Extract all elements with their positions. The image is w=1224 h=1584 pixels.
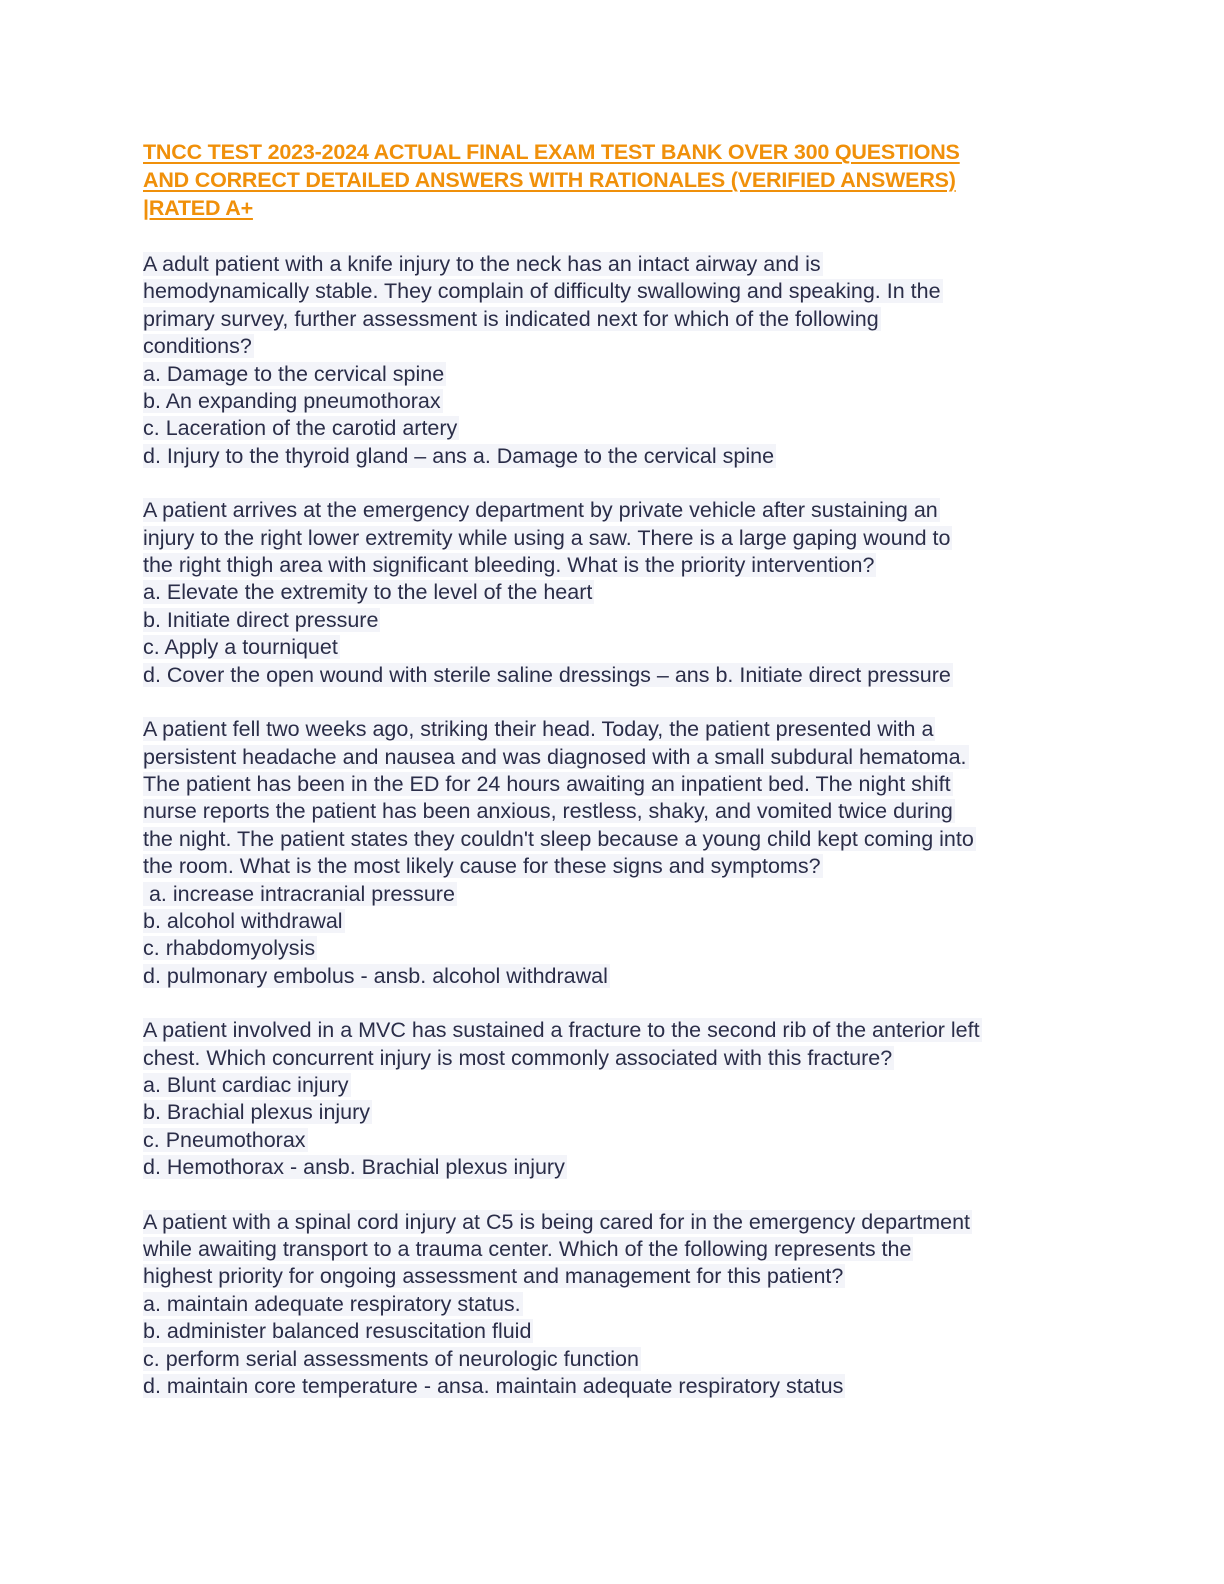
highlighted-text: the room. What is the most likely cause for these signs and symptoms? <box>143 854 821 879</box>
title-line: TNCC TEST 2023-2024 ACTUAL FINAL EXAM TEST BANK OVER 300 QUESTIONS <box>143 140 960 164</box>
question-text-line <box>143 1045 1083 1072</box>
question-block <box>143 716 1083 990</box>
highlighted-text: b. An expanding pneumothorax <box>143 389 441 414</box>
highlighted-text: b. alcohol withdrawal <box>143 908 343 933</box>
answer-option <box>143 1072 1083 1099</box>
highlighted-text: a. increase intracranial pressure <box>143 881 455 906</box>
question-text-line <box>143 251 1083 278</box>
highlighted-text: chest. Which concurrent injury is most commonly associated with this fracture? <box>143 1045 893 1070</box>
highlighted-text: c. rhabdomyolysis <box>143 936 316 961</box>
document-page <box>143 138 1083 1427</box>
question-block <box>143 1017 1083 1181</box>
highlighted-text: c. Laceration of the carotid artery <box>143 416 458 441</box>
answer-option <box>143 607 1083 634</box>
question-text-line <box>143 1017 1083 1044</box>
highlighted-text: primary survey, further assessment is indicated next for which of the following <box>143 306 879 331</box>
answer-option <box>143 1373 1083 1400</box>
answer-option <box>143 361 1083 388</box>
question-block <box>143 1209 1083 1401</box>
question-text-line <box>143 333 1083 360</box>
highlighted-text: nurse reports the patient has been anxious, restless, shaky, and vomited twice during <box>143 799 953 824</box>
answer-option <box>143 443 1083 470</box>
highlighted-text: A adult patient with a knife injury to the neck has an intact airway and is <box>143 252 821 276</box>
answer-option <box>143 881 1083 908</box>
highlighted-text: conditions? <box>143 334 252 359</box>
highlighted-text: a. maintain adequate respiratory status. <box>143 1291 521 1316</box>
answer-option <box>143 1318 1083 1345</box>
answer-option <box>143 1154 1083 1181</box>
answer-option <box>143 963 1083 990</box>
highlighted-text: c. perform serial assessments of neurologic function <box>143 1346 639 1371</box>
question-text-line <box>143 853 1083 880</box>
highlighted-text: d. Injury to the thyroid gland – ans a. Damage to the cervical spine <box>143 443 775 468</box>
answer-option <box>143 1127 1083 1154</box>
highlighted-text: the right thigh area with significant bleeding. What is the priority intervention? <box>143 553 875 578</box>
highlighted-text: highest priority for ongoing assessment and management for this patient? <box>143 1264 844 1289</box>
highlighted-text: b. Initiate direct pressure <box>143 607 379 632</box>
highlighted-text: a. Damage to the cervical spine <box>143 361 445 386</box>
question-text-line <box>143 744 1083 771</box>
question-text-line <box>143 552 1083 579</box>
highlighted-text: A patient with a spinal cord injury at C5 is being cared for in the emergency department <box>143 1209 971 1234</box>
highlighted-text: b. administer balanced resuscitation fluid <box>143 1319 532 1344</box>
question-text-line <box>143 771 1083 798</box>
question-text-line <box>143 716 1083 743</box>
question-text-line <box>143 497 1083 524</box>
answer-option <box>143 634 1083 661</box>
highlighted-text: b. Brachial plexus injury <box>143 1100 371 1125</box>
question-text-line <box>143 1236 1083 1263</box>
question-block <box>143 251 1083 470</box>
answer-option <box>143 1099 1083 1126</box>
answer-option <box>143 415 1083 442</box>
highlighted-text: d. pulmonary embolus - ansb. alcohol withdrawal <box>143 963 608 988</box>
title-line: AND CORRECT DETAILED ANSWERS WITH RATIONALES (VERIFIED ANSWERS) <box>143 168 956 192</box>
answer-option <box>143 388 1083 415</box>
title-line: |RATED A+ <box>143 196 253 220</box>
question-text-line <box>143 278 1083 305</box>
highlighted-text: the night. The patient states they couldn't sleep because a young child kept coming into <box>143 826 974 851</box>
highlighted-text: while awaiting transport to a trauma center. Which of the following represents the <box>143 1237 912 1261</box>
question-list <box>143 251 1083 1400</box>
highlighted-text: persistent headache and nausea and was diagnosed with a small subdural hematoma. <box>143 744 967 769</box>
question-text-line <box>143 798 1083 825</box>
highlighted-text: The patient has been in the ED for 24 hours awaiting an inpatient bed. The night shift <box>143 771 951 796</box>
highlighted-text: a. Elevate the extremity to the level of the heart <box>143 580 593 605</box>
highlighted-text: hemodynamically stable. They complain of difficulty swallowing and speaking. In the <box>143 279 941 304</box>
question-text-line <box>143 1209 1083 1236</box>
answer-option <box>143 1346 1083 1373</box>
question-text-line <box>143 525 1083 552</box>
answer-option <box>143 579 1083 606</box>
highlighted-text: d. Hemothorax - ansb. Brachial plexus injury <box>143 1155 565 1180</box>
question-text-line <box>143 306 1083 333</box>
answer-option <box>143 662 1083 689</box>
document-title <box>143 138 1083 222</box>
highlighted-text: A patient fell two weeks ago, striking their head. Today, the patient presented with a <box>143 717 934 742</box>
highlighted-text: A patient involved in a MVC has sustained a fracture to the second rib of the anterior left <box>143 1018 980 1043</box>
question-block <box>143 497 1083 689</box>
question-text-line <box>143 1263 1083 1290</box>
highlighted-text: injury to the right lower extremity while using a saw. There is a large gaping wound to <box>143 525 951 550</box>
answer-option <box>143 908 1083 935</box>
highlighted-text: c. Apply a tourniquet <box>143 635 338 660</box>
answer-option <box>143 935 1083 962</box>
answer-option <box>143 1291 1083 1318</box>
highlighted-text: c. Pneumothorax <box>143 1127 306 1152</box>
question-text-line <box>143 826 1083 853</box>
highlighted-text: d. Cover the open wound with sterile saline dressings – ans b. Initiate direct pressure <box>143 662 951 687</box>
highlighted-text: a. Blunt cardiac injury <box>143 1072 349 1097</box>
highlighted-text: A patient arrives at the emergency department by private vehicle after sustaining an <box>143 498 938 523</box>
highlighted-text: d. maintain core temperature - ansa. maintain adequate respiratory status <box>143 1374 844 1399</box>
